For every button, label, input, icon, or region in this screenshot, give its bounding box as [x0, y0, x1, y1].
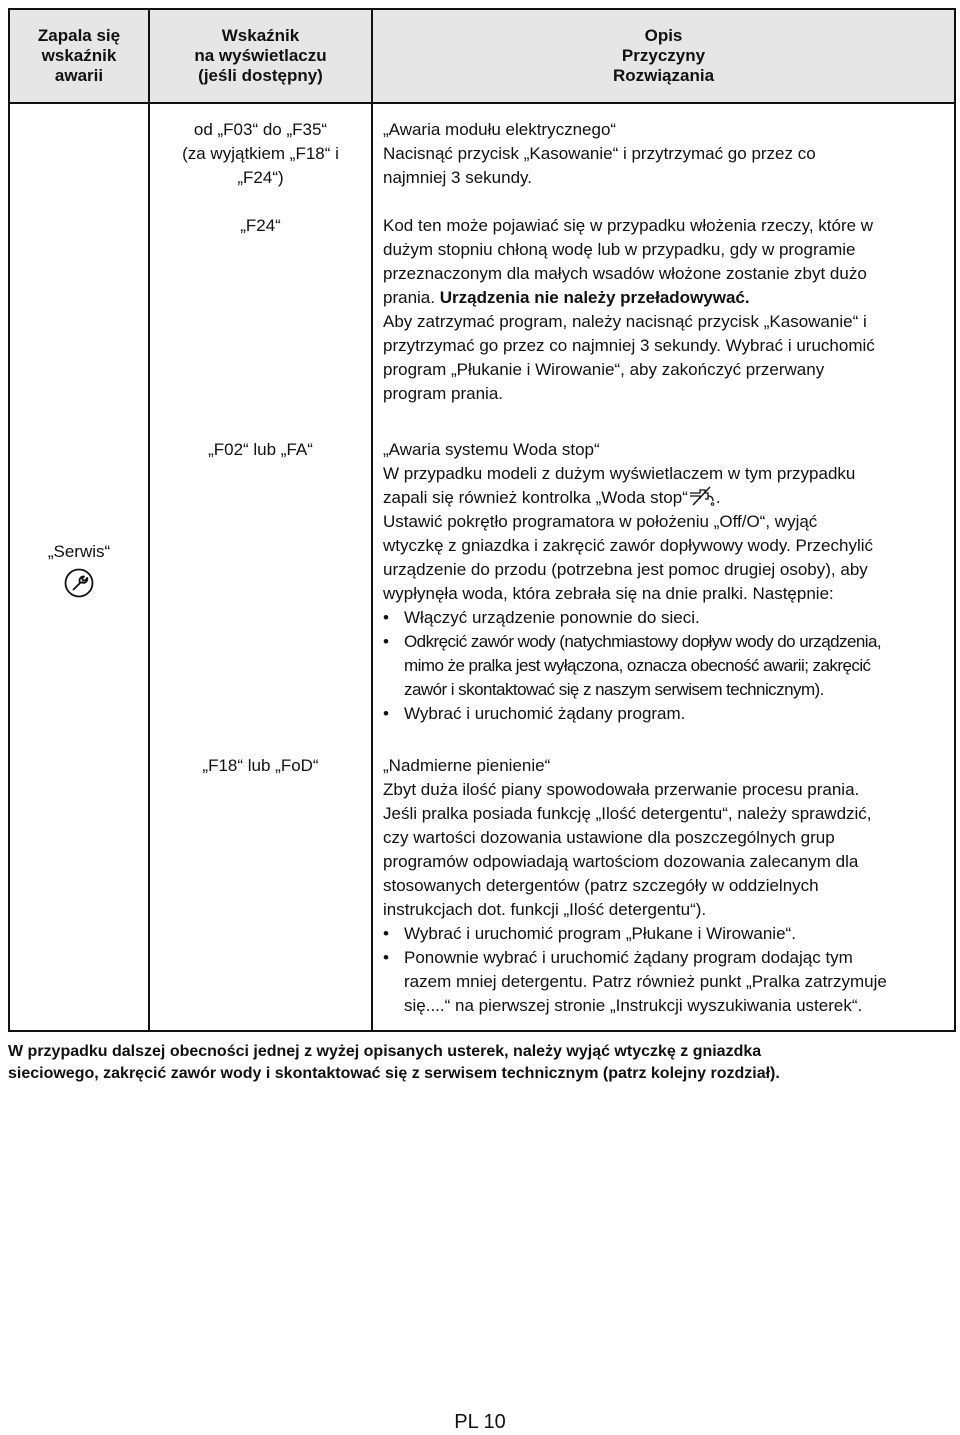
troubleshooting-table	[8, 8, 956, 1032]
description-cell	[373, 104, 954, 1030]
list-item: • Odkręcić zawór wody (natychmiastowy dopływ wody do urządzenia, mimo że pralka jest wyłączona, oznacza obecność awarii; zakręcić zawór i skontaktować się z naszym serwisem technicznym).	[383, 630, 944, 702]
code-f18-fod: „F18“ lub „FoD“	[202, 756, 319, 775]
code-f24: „F24“	[240, 216, 281, 235]
code-f02-fa: „F02“ lub „FA“	[208, 440, 313, 459]
desc-water-stop: „Awaria systemu Woda stop“ W przypadku modeli z dużym wyświetlaczem w tym przypadku zapali się również kontrolka „Woda stop“ . Ustawić pokrętło programatora w położeniu „Off/O“, wyjąć wtyczkę z gniazdka i zakręcić zawór dopływowy wody. Przechylić urządzenie do przodu (potrzebna jest pomoc drugiej osoby), aby wypłynęła woda, która zebrała się na dnie pralki. Następnie: • Włączyć urządzenie ponownie do sieci. • Odkręcić zawór wody (natychmiastowy dopływ wody do urządzenia, mimo że pralka jest wyłączona, oznacza obecność awarii; zakręcić zawór i skontaktować się z naszym serwisem technicznym). • Wybrać i uruchomić żądany program.	[383, 438, 944, 726]
header-display-indicator: Wskaźnik na wyświetlaczu (jeśli dostępny)	[150, 10, 373, 102]
list-item: • Ponownie wybrać i uruchomić żądany program dodając tym razem mniej detergentu. Patrz również punkt „Pralka zatrzymuje się....“ na pierwszej stronie „Instrukcji wyszukiwania usterek“.	[383, 946, 944, 1018]
water-stop-steps	[383, 606, 944, 726]
display-code-cell	[150, 104, 373, 1030]
desc-electrical-module: „Awaria modułu elektrycznego“ Nacisnąć przycisk „Kasowanie“ i przytrzymać go przez co najmniej 3 sekundy.	[383, 120, 816, 187]
desc-excess-foam: „Nadmierne pienienie“ Zbyt duża ilość piany spowodowała przerwanie procesu prania. Jeśli pralka posiada funkcję „Ilość detergentu“, należy sprawdzić, czy wartości dozowania ustawione dla poszczególnych grup programów odpowiadają wartościom dozowania zalecanym dla stosowanych detergentów (patrz szczegóły w oddzielnych instrukcjach dot. funkcji „Ilość detergentu“). • Wybrać i uruchomić program „Płukane i Wirowanie“. • Ponownie wybrać i uruchomić żądany program dodając tym razem mniej detergentu. Patrz również punkt „Pralka zatrzymuje się....“ na pierwszej stronie „Instrukcji wyszukiwania usterek“.	[383, 754, 944, 1018]
serwis-label: „Serwis“	[47, 542, 111, 561]
wrench-icon	[64, 568, 94, 598]
desc-f24: Kod ten może pojawiać się w przypadku włożenia rzeczy, które w dużym stopniu chłoną wodę lub w przypadku, gdy w programie przeznaczonym dla małych wsadów włożone zostanie zbyt dużo prania. Urządzenia nie należy przeładowywać. Aby zatrzymać program, należy nacisnąć przycisk „Kasowanie“ i przytrzymać go przez co najmniej 3 sekundy. Wybrać i uruchomić program „Płukanie i Wirowanie“, aby zakończyć przerwany program prania.	[383, 216, 875, 403]
header-fault-indicator: Zapala się wskaźnik awarii	[10, 10, 150, 102]
page-number: PL 10	[454, 1411, 506, 1433]
overload-warning: Urządzenia nie należy przeładowywać.	[439, 288, 750, 307]
water-stop-icon	[688, 486, 716, 506]
service-note: W przypadku dalszej obecności jednej z wyżej opisanych usterek, należy wyjąć wtyczkę z gniazdka sieciowego, zakręcić zawór wody i skontaktować się z serwisem technicznym (patrz kolejny rozdział).	[8, 1043, 780, 1082]
fault-indicator-cell	[10, 104, 150, 1030]
excess-foam-steps	[383, 922, 944, 1018]
code-f03-f35: od „F03“ do „F35“ (za wyjątkiem „F18“ i „F24“)	[182, 120, 339, 187]
table-header	[10, 10, 954, 104]
list-item: • Wybrać i uruchomić żądany program.	[383, 702, 944, 726]
list-item: • Wybrać i uruchomić program „Płukane i Wirowanie“.	[383, 922, 944, 946]
list-item: • Włączyć urządzenie ponownie do sieci.	[383, 606, 944, 630]
table-body	[10, 104, 954, 1030]
header-description: Opis Przyczyny Rozwiązania	[612, 26, 715, 85]
